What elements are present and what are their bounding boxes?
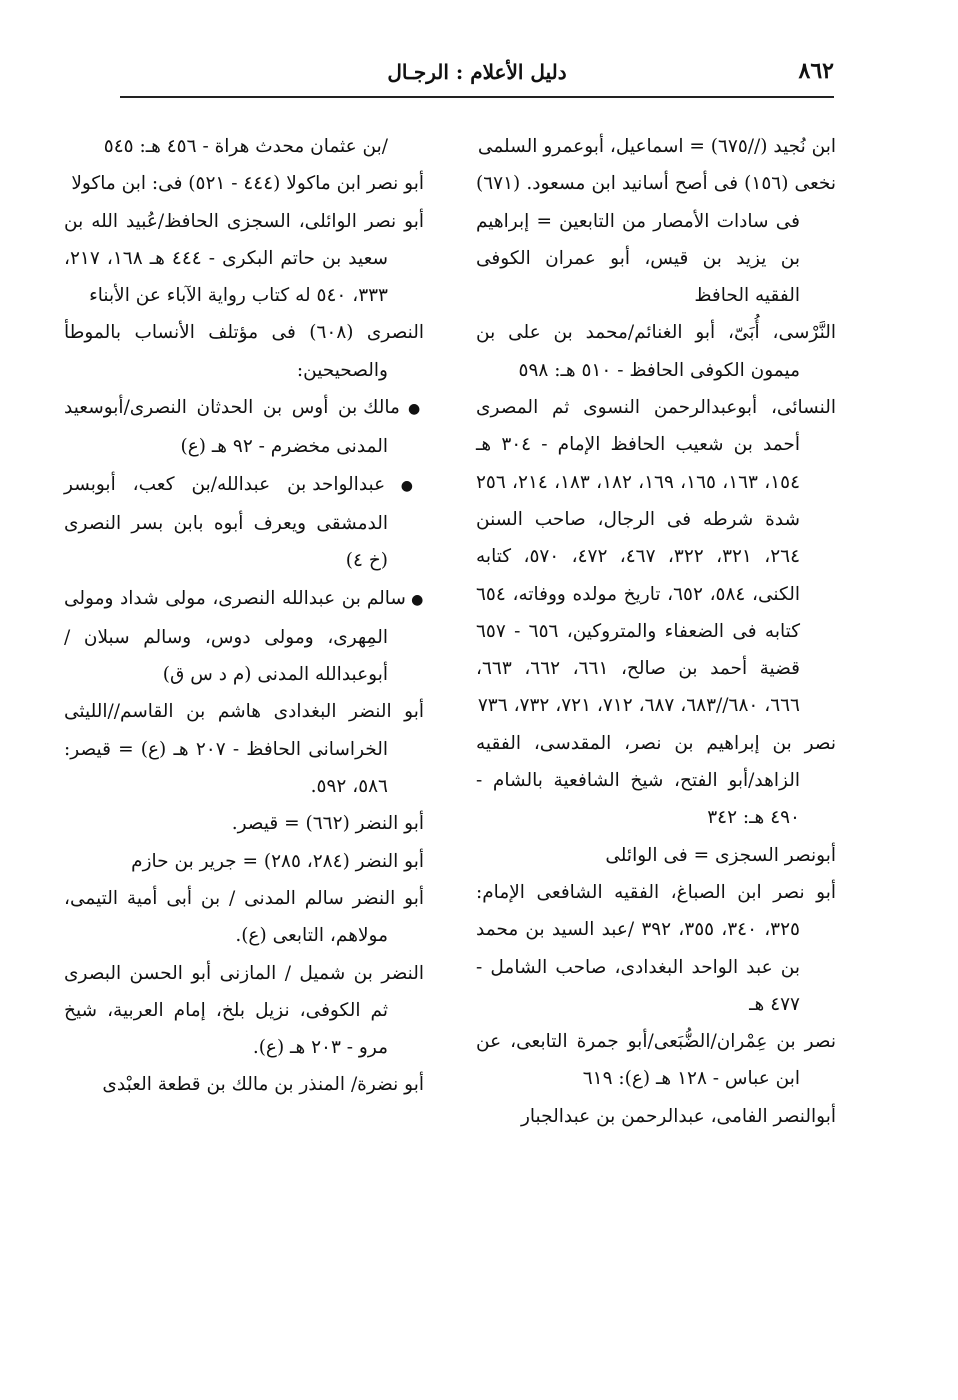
index-entry: أبونصر السجزى = فى الوائلى — [605, 844, 836, 866]
index-entry: أبو نضرة/ المنذر بن مالك بن قطعة العبْدى — [102, 1074, 424, 1096]
index-entry: أبو النضر (٢٨٤، ٢٨٥) = جرير بن حازم — [131, 850, 424, 872]
index-entry-bullet: ● مالك بن أوس بن الحدثان النصرى/أبوسعيد المدنى مخضرم - ٩٢ هـ (ع) — [64, 389, 424, 466]
index-entry: نصر بن عِمْران/الضُّبَعى/أبو جمرة التابعى، عن ابن عباس - ١٢٨ هـ (ع): ٦١٩ — [476, 1031, 836, 1090]
index-entry: أبو نصر ابن ماكولا (٤٤٤ - ٥٢١) فى: ابن ماكولا — [71, 173, 424, 195]
left-column — [64, 128, 424, 1104]
index-entry: أبو النضر سالم المدنى / بن أبى أمية التيمى، مولاهم، التابعى (ع). — [64, 887, 424, 947]
index-entry: نخعى (١٥٦) فى أصح أسانيد ابن مسعود. (٦٧١) فى سادات الأمصار من التابعين = إبراهيم بن يزيد بن قيس، أبو عمران الكوفى الفقيه الحافظ — [476, 173, 836, 307]
index-entry-bullet: ● سالم بن عبدالله النصرى، مولى شداد ومولى المِهرى، ومولى دوس، وسالم سبلان /أبوعبدالله المدنى (م د س ق) — [64, 580, 424, 694]
index-entry: النضر بن شميل / المازنى أبو الحسن البصرى ثم الكوفى، نزيل بلخ، إمام العربية، شيخ مرو - ٢٠٣ هـ (ع). — [64, 962, 424, 1059]
index-entry-continued: /بن عثمان محدث هراة - ٤٥٦ هـ: ٥٤٥ — [103, 136, 388, 157]
index-entry: أبو نصر ابن الصباغ، الفقيه الشافعى الإمام: ٣٢٥، ٣٤٠، ٣٥٥، ٣٩٢ /عبد السيد بن محمد بن عبد الواحد البغدادى، صاحب الشامل - ٤٧٧ هـ — [476, 881, 836, 1015]
index-entry: ابن نُجيد (//٦٧٥) = اسماعيل، أبوعمرو السلمى — [477, 136, 836, 157]
index-entry: النصرى (٦٠٨) فى مؤتلف الأنساب بالموطأ والصحيحين: — [64, 322, 424, 381]
index-entry: أبو النضر (٦٦٢) = قيصر. — [231, 813, 424, 835]
running-title: دليل الأعلام : الرجـال — [387, 60, 567, 84]
page-header — [120, 56, 834, 98]
page-number: ٨٦٢ — [798, 58, 834, 84]
index-entry: أبو النضر البغدادى هاشم بن القاسم//الليثى الخراسانى الحافظ - ٢٠٧ هـ (ع) = قيصر: ٥٨٦، ٥٩٢. — [64, 701, 424, 798]
index-entry-bullet: ● عبدالواحد بن عبدالله/بن كعب، أبوبسر الدمشقى ويعرف أبوه بابن بسر النصرى (خ ٤) — [64, 466, 424, 580]
index-entry: النَّرْسى، أُبَىّ، أبو الغنائم/محمد بن على بن ميمون الكوفى الحافظ - ٥١٠ هـ: ٥٩٨ — [476, 322, 836, 381]
right-column — [476, 128, 836, 1135]
index-entry: نصر بن إبراهيم بن نصر، المقدسى، الفقيه الزاهد/أبو الفتح، شيخ الشافعية بالشام - ٤٩٠ هـ: ٣٤٢ — [476, 732, 836, 829]
index-entry: أبو نصر الوائلى، السجزى الحافظ/عُبيد الله بن سعيد بن حاتم البكرى - ٤٤٤ هـ ١٦٨، ٢١٧، ٣٣٣، ٥٤٠ له كتاب رواية الآباء عن الأبناء — [64, 210, 424, 307]
index-entry: النسائى، أبوعبدالرحمن النسوى ثم المصرى أحمد بن شعيب الحافظ الإمام - ٣٠٤ هـ ١٥٤، ١٦٣، ١٦٥، ١٦٩، ١٨٢، ١٨٣، ٢١٤، ٢٥٦ شدة شرطه فى الرجال، صاحب السنن ٢٦٤، ٣٢١، ٣٢٢، ٤٦٧، ٤٧٢، ٥٧٠، كتابه الكنى، ٥٨٤، ٦٥٢، تاريخ مولده ووفاته، ٦٥٤ كتابه فى الضعفاء والمتروكين، ٦٥٦ - ٦٥٧ قضية أحمد بن صالح، ٦٦١، ٦٦٢، ٦٦٣، ٦٦٦، ٦٨٠//٦٨٣، ٦٨٧، ٧١٢، ٧٢١، ٧٣٢، ٧٣٦ — [476, 397, 836, 717]
index-entry: أبوالنصر الفامى، عبدالرحمن بن عبدالجبار — [520, 1105, 836, 1127]
